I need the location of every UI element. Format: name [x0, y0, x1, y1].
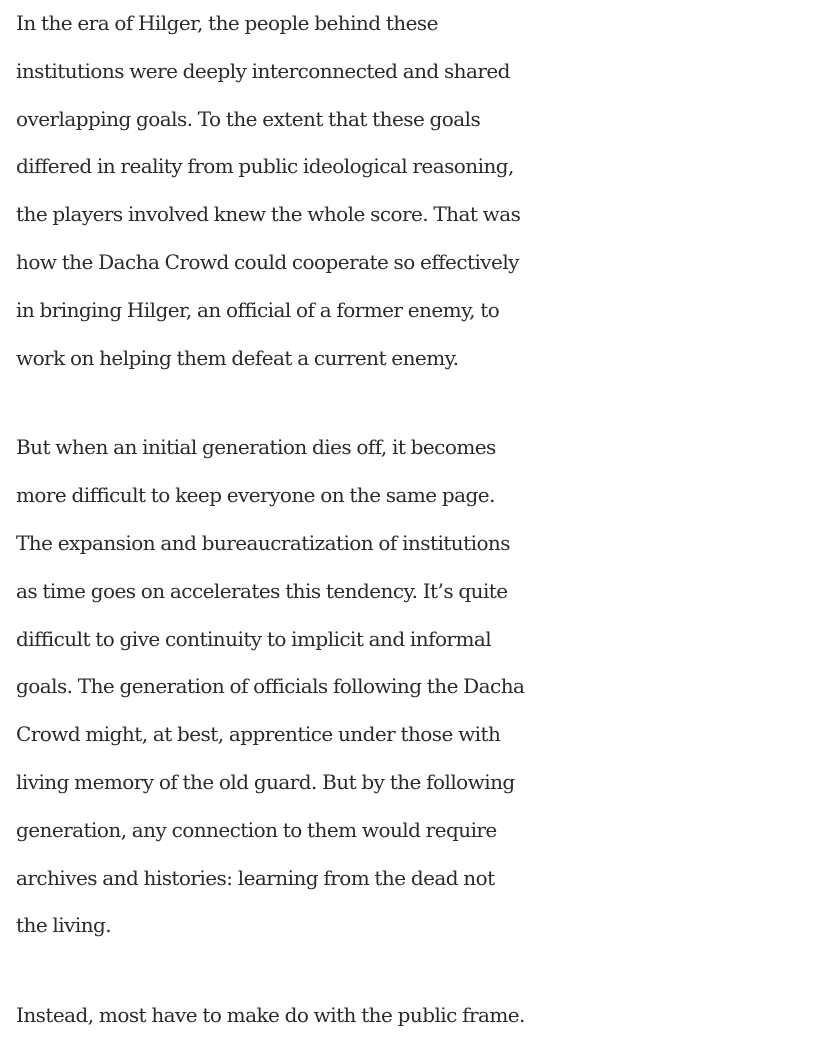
text-line: But when an initial generation dies off, it becomes — [16, 435, 496, 460]
text-line: In the era of Hilger, the people behind these — [16, 11, 438, 35]
text-line: The expansion and bureaucratization of institutions — [16, 530, 510, 555]
text-line: goals. The generation of officials following the Dacha — [16, 674, 525, 699]
paragraph-2 — [16, 424, 840, 950]
text-line: Crowd might, at best, apprentice under those with — [16, 722, 501, 747]
text-line: generation, any connection to them would require — [16, 817, 497, 842]
paragraph-1 — [16, 0, 840, 382]
text-line: in bringing Hilger, an official of a former enemy, to — [16, 297, 500, 322]
text-line: archives and histories: learning from the dead not — [16, 865, 495, 890]
text-line: work on helping them defeat a current enemy. — [16, 345, 459, 370]
text-line: differed in reality from public ideological reasoning, — [16, 154, 514, 179]
text-line: the players involved knew the whole score. That was — [16, 202, 521, 227]
article-body — [16, 0, 840, 1040]
text-line: difficult to give continuity to implicit and informal — [16, 626, 492, 651]
text-line: how the Dacha Crowd could cooperate so effectively — [16, 249, 519, 274]
paragraph-3 — [16, 992, 840, 1040]
text-line: as time goes on accelerates this tendency. It’s quite — [16, 578, 508, 603]
text-line: the living. — [16, 913, 112, 938]
text-line: institutions were deeply interconnected and shared — [16, 58, 510, 83]
text-line: overlapping goals. To the extent that these goals — [16, 106, 481, 131]
text-line: Instead, most have to make do with the public frame. — [16, 1003, 525, 1028]
text-line: living memory of the old guard. But by the following — [16, 769, 515, 794]
text-line: more difficult to keep everyone on the same page. — [16, 483, 495, 508]
